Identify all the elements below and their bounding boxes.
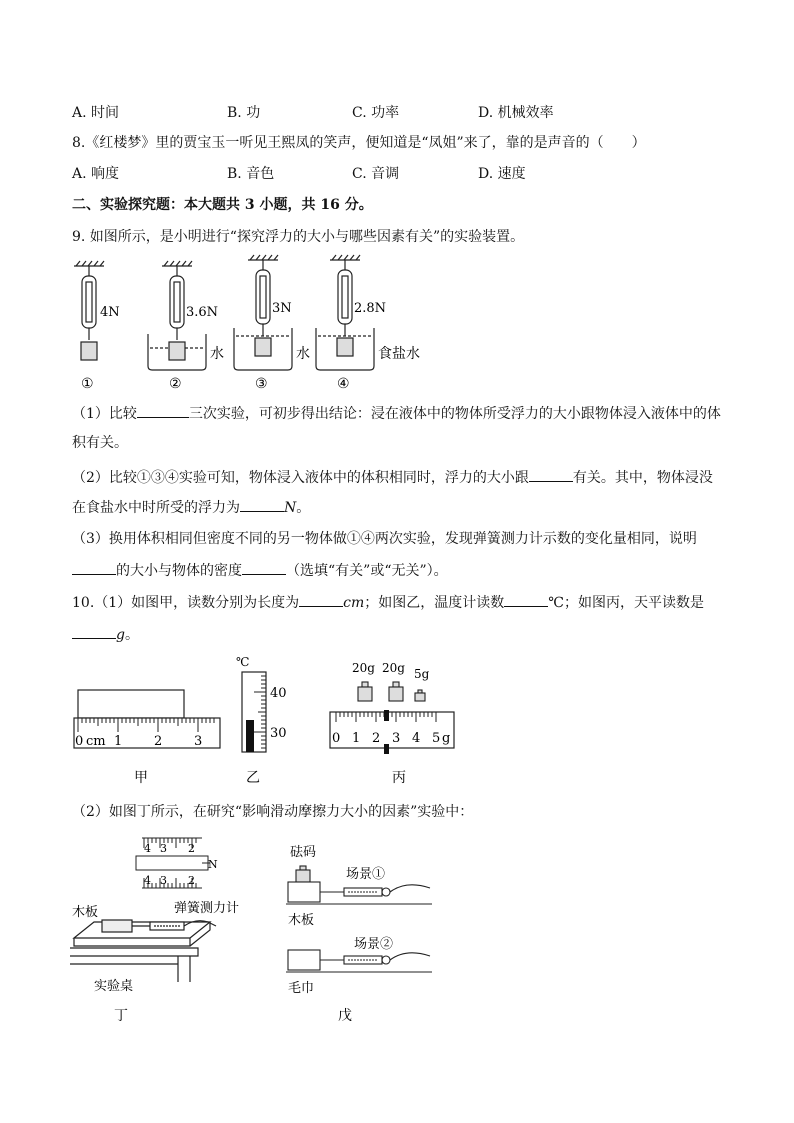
answer-blank[interactable] — [240, 497, 284, 512]
label-1: ① — [81, 376, 94, 392]
table-label: 实验桌 — [94, 979, 134, 994]
text: 在食盐水中时所受的浮力为 — [72, 500, 240, 516]
thermometer-figure — [232, 652, 296, 788]
q7-option-c: C. 功率 — [352, 105, 400, 121]
text: 有关。其中，物体浸没 — [572, 470, 713, 486]
answer-blank[interactable] — [299, 592, 343, 607]
q9-part3-line1: （3）换用体积相同但密度不同的另一物体做①④两次实验，发现弹簧测力计示数的变化量相同，说明 — [72, 531, 697, 547]
reading-2: 3.6N — [186, 305, 219, 320]
q7-option-a: A. 时间 — [72, 105, 120, 121]
scale-top-2: 2 — [188, 842, 195, 855]
thermo-unit: ℃ — [236, 655, 250, 669]
weight-3: 5g — [414, 667, 430, 681]
q10-part2: （2）如图丁所示，在研究“影响滑动摩擦力大小的因素”实验中： — [72, 804, 474, 820]
reading-1: 4N — [100, 305, 120, 320]
scale-top-4: 4 — [144, 842, 151, 855]
q9-spring-scale-figure — [70, 254, 430, 394]
weight-label: 砝码 — [290, 845, 317, 860]
towel-label: 毛巾 — [288, 981, 315, 996]
liquid-4: 食盐水 — [378, 346, 420, 362]
scale-top-3: 3 — [160, 842, 167, 855]
weight-1: 20g — [352, 661, 375, 675]
text: ℃；如图丙，天平读数是 — [548, 595, 704, 611]
text: 10.（1）如图甲，读数分别为长度为 — [72, 595, 300, 611]
balance-tick-4: 4 — [412, 731, 421, 746]
balance-tick-0: 0 — [332, 731, 341, 746]
caption-bing: 丙 — [392, 770, 406, 786]
scene1-label: 场景① — [346, 867, 386, 882]
thermo-tick-40: 40 — [270, 686, 287, 701]
caption-yi: 乙 — [246, 770, 260, 786]
scale-bottom-2: 2 — [188, 874, 195, 887]
text: （选填“有关”或“无关”）。 — [286, 563, 448, 579]
reading-3: 3N — [272, 301, 292, 316]
balance-tick-3: 3 — [392, 731, 401, 746]
answer-blank[interactable] — [242, 560, 286, 575]
answer-blank[interactable] — [504, 592, 548, 607]
answer-blank[interactable] — [529, 467, 573, 482]
balance-tick-5: 5 — [432, 731, 441, 746]
board-label: 木板 — [72, 905, 99, 920]
q8-option-a: A. 响度 — [72, 166, 120, 182]
liquid-2: 水 — [210, 346, 224, 362]
text: ；如图乙，温度计读数 — [364, 595, 505, 611]
q10-part1-line2 — [72, 624, 139, 645]
q8-stem: 8.《红楼梦》里的贾宝玉一听见王熙凤的笑声，便知道是“凤姐”来了，靠的是声音的（ ） — [72, 135, 646, 151]
scale-unit: N — [208, 858, 218, 871]
ruler-tick-0: 0 — [75, 734, 84, 749]
balance-figure — [326, 656, 458, 788]
text: 。 — [296, 500, 311, 516]
text: 的大小与物体的密度 — [116, 563, 242, 579]
ruler-figure — [72, 688, 224, 788]
unit: N — [284, 500, 297, 516]
friction-scenes-figure — [282, 840, 442, 1026]
text: （1）比较 — [72, 406, 137, 422]
answer-blank[interactable] — [72, 560, 116, 575]
q8-option-d: D. 速度 — [478, 166, 526, 182]
q7-option-b: B. 功 — [227, 105, 261, 121]
text: （2）比较①③④实验可知，物体浸入液体中的体积相同时，浮力的大小跟 — [72, 470, 529, 486]
q9-part1-line2: 积有关。 — [72, 435, 128, 451]
ruler-unit: cm — [86, 734, 106, 749]
thermo-tick-30: 30 — [270, 726, 287, 741]
unit: cm — [343, 595, 365, 611]
board-label-wu: 木板 — [288, 913, 315, 928]
q7-option-d: D. 机械效率 — [478, 105, 554, 121]
label-2: ② — [169, 376, 182, 392]
ruler-tick-3: 3 — [194, 734, 203, 749]
answer-blank[interactable] — [72, 624, 116, 639]
q9-part2-line2 — [72, 497, 310, 518]
label-4: ④ — [337, 376, 350, 392]
balance-tick-2: 2 — [372, 731, 381, 746]
q10-part1-line1 — [72, 592, 704, 613]
q8-option-b: B. 音色 — [227, 166, 275, 182]
q9-part3-line2 — [72, 560, 448, 581]
q8-option-c: C. 音调 — [352, 166, 400, 182]
q9-part2-line1 — [72, 467, 713, 488]
liquid-3: 水 — [296, 346, 310, 362]
reading-4: 2.8N — [354, 301, 387, 316]
q9-part1-line1 — [72, 403, 721, 424]
text: 。 — [124, 627, 139, 643]
label-3: ③ — [255, 376, 268, 392]
caption-wu: 戊 — [338, 1008, 352, 1024]
caption-jia: 甲 — [134, 770, 148, 786]
section-title: 二、实验探究题：本大题共 3 小题，共 16 分。 — [72, 197, 373, 213]
friction-setup-figure — [70, 830, 270, 1026]
scene2-label: 场景② — [354, 937, 394, 952]
scale-bottom-3: 3 — [160, 874, 167, 887]
ruler-tick-2: 2 — [154, 734, 163, 749]
text: 三次实验，可初步得出结论：浸在液体中的物体所受浮力的大小跟物体浸入液体中的体 — [188, 406, 721, 422]
meter-label: 弹簧测力计 — [174, 901, 240, 916]
caption-ding: 丁 — [114, 1008, 128, 1024]
unit: g — [116, 627, 125, 643]
answer-blank[interactable] — [137, 403, 189, 418]
weight-2: 20g — [382, 661, 405, 675]
q9-stem: 9. 如图所示，是小明进行“探究浮力的大小与哪些因素有关”的实验装置。 — [72, 229, 525, 245]
scale-bottom-4: 4 — [144, 874, 151, 887]
ruler-tick-1: 1 — [114, 734, 123, 749]
balance-tick-1: 1 — [352, 731, 361, 746]
balance-unit: g — [442, 731, 451, 746]
